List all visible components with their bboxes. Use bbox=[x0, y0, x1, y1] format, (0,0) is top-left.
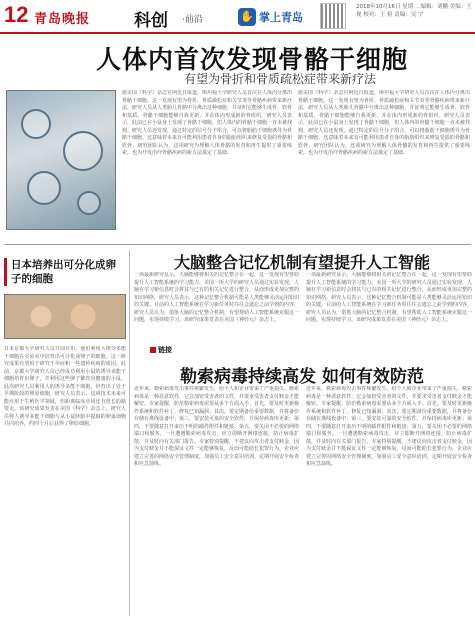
bottom-body-col1: 近年来，勒索病毒攻击事件频繁发生，给个人和企业带来了严重损失。勒索病毒是一种恶意软件，它会加密受害者的文件，并要求受害者支付赎金才能解密。专家提醒，防范勒索病毒需要从多个方面入手。首先，要及时更新操作系统和软件补丁，修复已知漏洞；其次，要定期备份重要数据，并将备份存储在离线设备中；第三，要安装可靠的安全软件，并保持病毒库更新；第四，不要随意打开来历不明的邮件附件和链接；第五，要关闭不必要的网络端口和服务。一旦遭遇勒索病毒攻击，应立即断开网络连接，防止病毒扩散，并及时向有关部门报告。专家特别提醒，不建议向攻击者支付赎金，因为支付赎金并不能保证文件一定能够恢复，反而可能助长犯罪行为。企业应建立完善的网络安全管理制度，加强员工安全意识培训，定期开展安全检查和应急演练。 bbox=[134, 386, 299, 467]
section-subtitle: ·前沿 bbox=[182, 15, 203, 25]
cell-shape bbox=[27, 171, 61, 205]
masthead bbox=[0, 0, 475, 34]
lead-body-col1: 据美国《科学》杂志官网近日报道，斯坦福大学研究人员首次在人体内分离出骨骼干细胞。这一发现有望为骨折、骨质疏松症和关节炎等骨骼疾病带来新疗法。研究人员从人类胎儿骨骼中分离出这种细胞，并证明它能够生成骨、软骨和基质。骨骼干细胞能够自我更新，并在体内形成新的骨组织。研究人员表示，此前已在小鼠身上发现了骨骼干细胞，但人体内的骨骼干细胞一直未被找到。研究人员还发现，通过特定的信号分子组合，可以将脂肪干细胞诱导为骨骼干细胞。这意味着未来有可能利用患者自身的脂肪组织来修复受损的骨骼和软骨。研究团队认为，这项研究为理解人体骨骼的发育和再生提供了重要线索，也为开发治疗骨骼疾病的新方法奠定了基础。 bbox=[122, 90, 292, 156]
section-divider bbox=[4, 244, 471, 245]
app-logo-icon: ✋ bbox=[238, 8, 256, 26]
stem-cell-photo bbox=[6, 90, 116, 230]
lead-headline: 人体内首次发现骨骼干细胞 bbox=[95, 45, 408, 74]
embryo-photo bbox=[4, 294, 126, 339]
paper-name: 青岛晚报 bbox=[34, 12, 91, 27]
cell-shape bbox=[63, 131, 103, 171]
qr-code-icon bbox=[320, 3, 346, 29]
column-divider bbox=[129, 250, 130, 616]
side-headline: 日本培养出可分化成卵子的细胞 bbox=[11, 259, 116, 285]
bottom-headline: 勒索病毒持续高发 如何有效防范 bbox=[180, 367, 424, 387]
cell-shape bbox=[77, 191, 101, 215]
link-label-text: 链接 bbox=[158, 346, 172, 354]
cell-shape bbox=[21, 109, 51, 139]
ai-body-col1: 一项最新研究显示，大脑能够将相关的记忆整合在一起，这一发现有望帮助提升人工智能系统的学习能力。美国一所大学的研究人员通过实验发现，人脑在学习新信息时会将其与已有的相关记忆进行整合，从而形成更加完整的知识网络。研究人员表示，这种记忆整合机制可能是人类能够灵活运用知识的关键。目前的人工智能系统在学习新任务时往往会遗忘之前学到的内容，研究人员认为，借鉴大脑的记忆整合机制，有望帮助人工智能系统克服这一问题，实现持续学习。该研究成果发表在美国《神经元》杂志上。 bbox=[134, 272, 299, 323]
link-label bbox=[150, 345, 172, 355]
section-title: 科创 bbox=[134, 11, 168, 31]
page-number: 12 bbox=[4, 2, 29, 27]
ai-headline: 大脑整合记忆机制有望提升人工智能 bbox=[173, 253, 430, 272]
side-body: 日本京都大学研究人员日前宣布，他们利用人诱导多能干细胞在实验室中培育出可分化成卵子的细胞。这一研究成果有望用于研究不孕症和一些遗传疾病的成因。此前，京都大学研究人员已经成功利用小鼠的诱导多能干细胞培育出卵子，并利用这些卵子繁育出健康的小鼠。此次研究人员利用人的诱导多能干细胞，培育出了处于早期阶段的卵原细胞。研究人员表示，这项技术未来可能应用于生殖医学领域，但距离临床应用还有很长的路要走。该研究成果发表在美国《科学》杂志上。研究人员将人诱导多能干细胞与从小鼠胚胎中提取的卵巢细胞共同培养，约四个月后获得了卵原细胞。 bbox=[4, 346, 126, 427]
edit-info: 2018年10月16日 星期二 编辑：刘鹏 美编：王 视 校对：王 检 责编：吴 宇 bbox=[356, 4, 472, 18]
app-name: 掌上青岛 bbox=[259, 11, 303, 24]
lead-body-col2: 据美国《科学》杂志官网近日报道，斯坦福大学研究人员首次在人体内分离出骨骼干细胞。这一发现有望为骨折、骨质疏松症和关节炎等骨骼疾病带来新疗法。研究人员从人类胎儿骨骼中分离出这种细胞，并证明它能够生成骨、软骨和基质。骨骼干细胞能够自我更新，并在体内形成新的骨组织。研究人员表示，此前已在小鼠身上发现了骨骼干细胞，但人体内的骨骼干细胞一直未被找到。研究人员还发现，通过特定的信号分子组合，可以将脂肪干细胞诱导为骨骼干细胞。这意味着未来有可能利用患者自身的脂肪组织来修复受损的骨骼和软骨。研究团队认为，这项研究为理解人体骨骼的发育和再生提供了重要线索，也为开发治疗骨骼疾病的新方法奠定了基础。 bbox=[298, 90, 470, 156]
side-headline-box bbox=[4, 258, 124, 286]
lead-subheadline: 有望为骨折和骨质疏松症带来新疗法 bbox=[183, 72, 376, 86]
square-icon bbox=[150, 347, 156, 353]
bottom-body-col2: 近年来，勒索病毒攻击事件频繁发生，给个人和企业带来了严重损失。勒索病毒是一种恶意软件，它会加密受害者的文件，并要求受害者支付赎金才能解密。专家提醒，防范勒索病毒需要从多个方面入手。首先，要及时更新操作系统和软件补丁，修复已知漏洞；其次，要定期备份重要数据，并将备份存储在离线设备中；第三，要安装可靠的安全软件，并保持病毒库更新；第四，不要随意打开来历不明的邮件附件和链接；第五，要关闭不必要的网络端口和服务。一旦遭遇勒索病毒攻击，应立即断开网络连接，防止病毒扩散，并及时向有关部门报告。专家特别提醒，不建议向攻击者支付赎金，因为支付赎金并不能保证文件一定能够恢复，反而可能助长犯罪行为。企业应建立完善的网络安全管理制度，加强员工安全意识培训，定期开展安全检查和应急演练。 bbox=[306, 386, 472, 467]
ai-body-col2: 一项最新研究显示，大脑能够将相关的记忆整合在一起，这一发现有望帮助提升人工智能系统的学习能力。美国一所大学的研究人员通过实验发现，人脑在学习新信息时会将其与已有的相关记忆进行整合，从而形成更加完整的知识网络。研究人员表示，这种记忆整合机制可能是人类能够灵活运用知识的关键。目前的人工智能系统在学习新任务时往往会遗忘之前学到的内容，研究人员认为，借鉴大脑的记忆整合机制，有望帮助人工智能系统克服这一问题，实现持续学习。该研究成果发表在美国《神经元》杂志上。 bbox=[306, 272, 472, 323]
